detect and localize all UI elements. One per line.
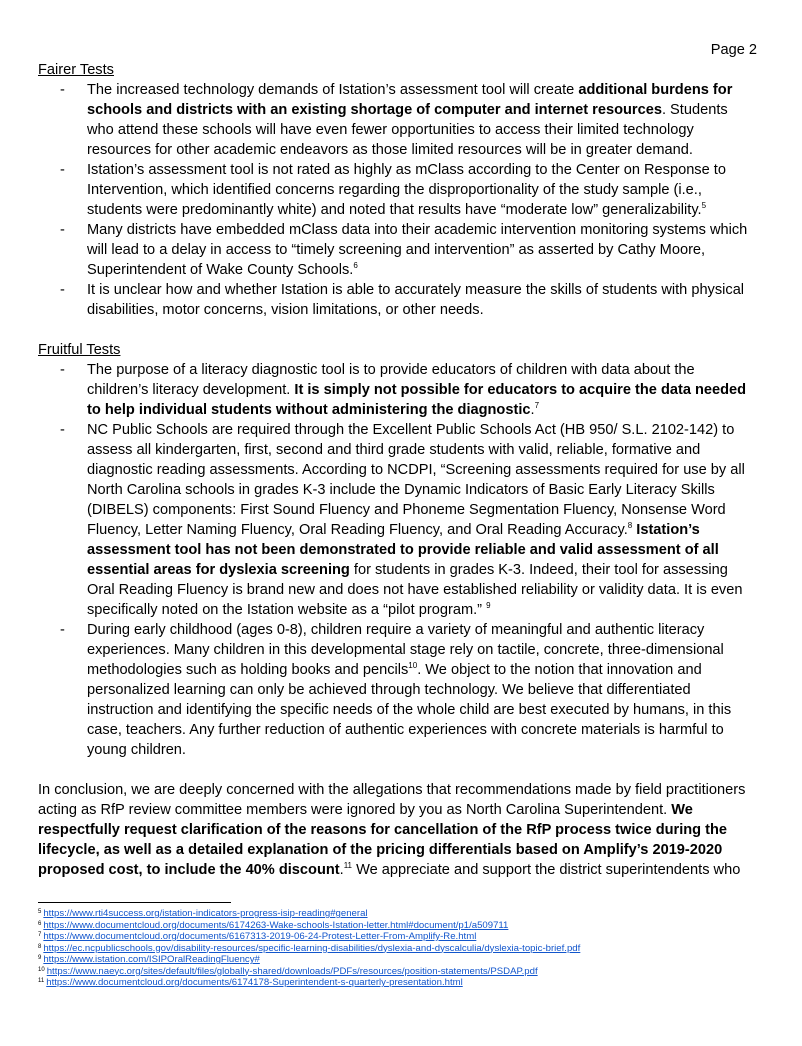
text-run: . — [530, 402, 535, 418]
document-body — [38, 60, 758, 880]
footnote-separator — [38, 902, 231, 903]
footnote-number: 10 — [38, 966, 45, 973]
bullet-list — [38, 80, 758, 320]
footnote-number: 6 — [38, 920, 42, 927]
text-run: . We object to the notion that innovation and personalized learning can only be achieved through technology. We believe that differentiated instruction and identifying the specific needs of the whole child are best executed by humans, in this case, teachers. Any further reduction of authentic experiences with concrete materials is harmful to young children. — [87, 662, 732, 758]
footnote-link[interactable]: https://www.naeyc.org/sites/default/files/globally-shared/downloads/PDFs/resources/position-statements/PSDAP.pdf — [46, 965, 538, 977]
bullet-item — [38, 360, 758, 420]
footnote-ref: 10 — [408, 661, 418, 670]
text-run: The increased technology demands of Istation’s assessment tool will create — [87, 82, 579, 98]
text-run: It is unclear how and whether Istation is able to accurately measure the skills of students with physical disabilities, motor concerns, vision limitations, or other needs. — [87, 282, 745, 318]
dash-bullet-icon: - — [60, 82, 65, 98]
bullet-item — [38, 280, 758, 320]
text-run: During early childhood (ages 0-8), children require a variety of meaningful and authentic literacy experiences. Many children in this developmental stage rely on tactile, concrete, three-dimensional methodologies such as holding books and pencils — [87, 622, 724, 678]
text-run: Istation’s assessment tool is not rated as highly as mClass according to the Center on Response to Intervention, which identified concerns regarding the disproportionality of the study sample (i.e., students were predominantly white) and noted that results have “moderate low” generalizability. — [87, 162, 726, 218]
bullet-item — [38, 620, 758, 760]
footnote-number: 11 — [38, 978, 45, 984]
text-run: We appreciate and support the district superintendents who — [352, 862, 741, 878]
bullet-item — [38, 80, 758, 160]
bold-text: Istation’s assessment tool has not been demonstrated to provide reliable and valid assessment of all essential areas for dyslexia screening — [87, 522, 719, 578]
dash-bullet-icon: - — [60, 162, 65, 178]
page-number: Page 2 — [710, 42, 757, 58]
bullet-list — [38, 360, 758, 760]
footnote-item — [38, 943, 778, 955]
section-heading: Fairer Tests — [38, 62, 114, 78]
footnote-number: 9 — [38, 955, 42, 961]
footnote-link[interactable]: https://ec.ncpublicschools.gov/disability-resources/specific-learning-disabilities/dyslexia-and-dyscalculia/dyslexia-topic-brief.pdf — [43, 942, 581, 954]
footnotes — [38, 908, 778, 989]
text-run: . Students who attend these schools will have even fewer opportunities to access their limited technology resources for other academic endeavors as those limited resources will be in greater demand. — [87, 102, 728, 158]
footnote-ref: 6 — [353, 261, 358, 270]
footnote-item — [38, 966, 778, 978]
footnote-number: 7 — [38, 932, 42, 938]
footnote-number: 8 — [38, 943, 42, 950]
bullet-item — [38, 220, 758, 280]
text-run: . — [339, 862, 344, 878]
section-fairer-tests — [38, 60, 758, 320]
footnote-ref: 5 — [701, 201, 707, 210]
dash-bullet-icon: - — [60, 362, 65, 378]
conclusion-paragraph — [38, 780, 758, 880]
footnote-link[interactable]: https://www.documentcloud.org/documents/6174263-Wake-schools-Istation-letter.html#document/p1/a509711 — [43, 919, 509, 931]
footnote-item — [38, 920, 778, 932]
bold-text: We respectfully request clarification of the reasons for cancellation of the RfP process twice during the lifecycle, as well as a detailed explanation of the pricing differentials based on Amplify’s 2019-2020 proposed cost, to include the 40% discount — [38, 802, 728, 878]
footnote-item — [38, 954, 778, 966]
footnote-ref: 8 — [627, 521, 633, 530]
dash-bullet-icon: - — [60, 422, 65, 438]
bullet-item — [38, 420, 758, 620]
footnote-link[interactable]: https://www.documentcloud.org/documents/6167313-2019-06-24-Protest-Letter-From-Amplify-Re.html — [43, 931, 477, 942]
dash-bullet-icon: - — [60, 282, 65, 298]
text-run: In conclusion, we are deeply concerned with the allegations that recommendations made by field practitioners acting as RfP review committee members were ignored by you as North Carolina Superintendent. — [38, 782, 746, 818]
section-fruitful-tests — [38, 340, 758, 760]
text-run: The purpose of a literacy diagnostic tool is to provide educators of children with data about the children’s literacy development. — [87, 362, 695, 398]
footnote-item — [38, 931, 778, 943]
footnote-ref: 11 — [343, 861, 353, 870]
footnote-item — [38, 977, 778, 989]
footnote-number: 5 — [38, 909, 42, 915]
section-heading: Fruitful Tests — [38, 342, 121, 358]
footnote-link[interactable]: https://www.istation.com/ISIPOralReadingFluency# — [43, 954, 260, 965]
footnote-ref: 7 — [534, 401, 540, 410]
bold-text: It is simply not possible for educators to acquire the data needed to help individual students without administering the diagnostic — [87, 382, 747, 418]
dash-bullet-icon: - — [60, 622, 65, 638]
dash-bullet-icon: - — [60, 222, 65, 238]
footnote-link[interactable]: https://www.documentcloud.org/documents/6174178-Superintendent-s-quarterly-presentation.html — [46, 977, 463, 988]
bold-text: additional burdens for schools and districts with an existing shortage of computer and internet resources — [87, 82, 733, 118]
footnote-link[interactable]: https://www.rti4success.org/istation-indicators-progress-isip-reading#general — [43, 908, 368, 919]
text-run: NC Public Schools are required through the Excellent Public Schools Act (HB 950/ S.L. 2102-142) to assess all kindergarten, first, second and third grade students with valid, reliable, formative and diagnostic reading assessments. According to NCDPI, “Screening assessments required for use by all North Carolina schools in grades K-3 include the Dynamic Indicators of Basic Early Literacy Skills (DIBELS) components: First Sound Fluency and Phoneme Segmentation Fluency, Nonsense Word Fluency, Letter Naming Fluency, Oral Reading Fluency, and Oral Reading Accuracy. — [87, 422, 745, 538]
text-run: Many districts have embedded mClass data into their academic intervention monitoring systems which will lead to a delay in access to “timely screening and intervention” as asserted by Cathy Moore, Superintendent of Wake County Schools. — [87, 222, 748, 278]
footnote-item — [38, 908, 778, 920]
footnote-ref: 9 — [486, 601, 491, 610]
bullet-item — [38, 160, 758, 220]
text-run: for students in grades K-3. Indeed, their tool for assessing Oral Reading Fluency is brand new and does not have established reliability or validity data. It is even specifically noted on the Istation website as a “pilot program.” — [87, 562, 743, 618]
